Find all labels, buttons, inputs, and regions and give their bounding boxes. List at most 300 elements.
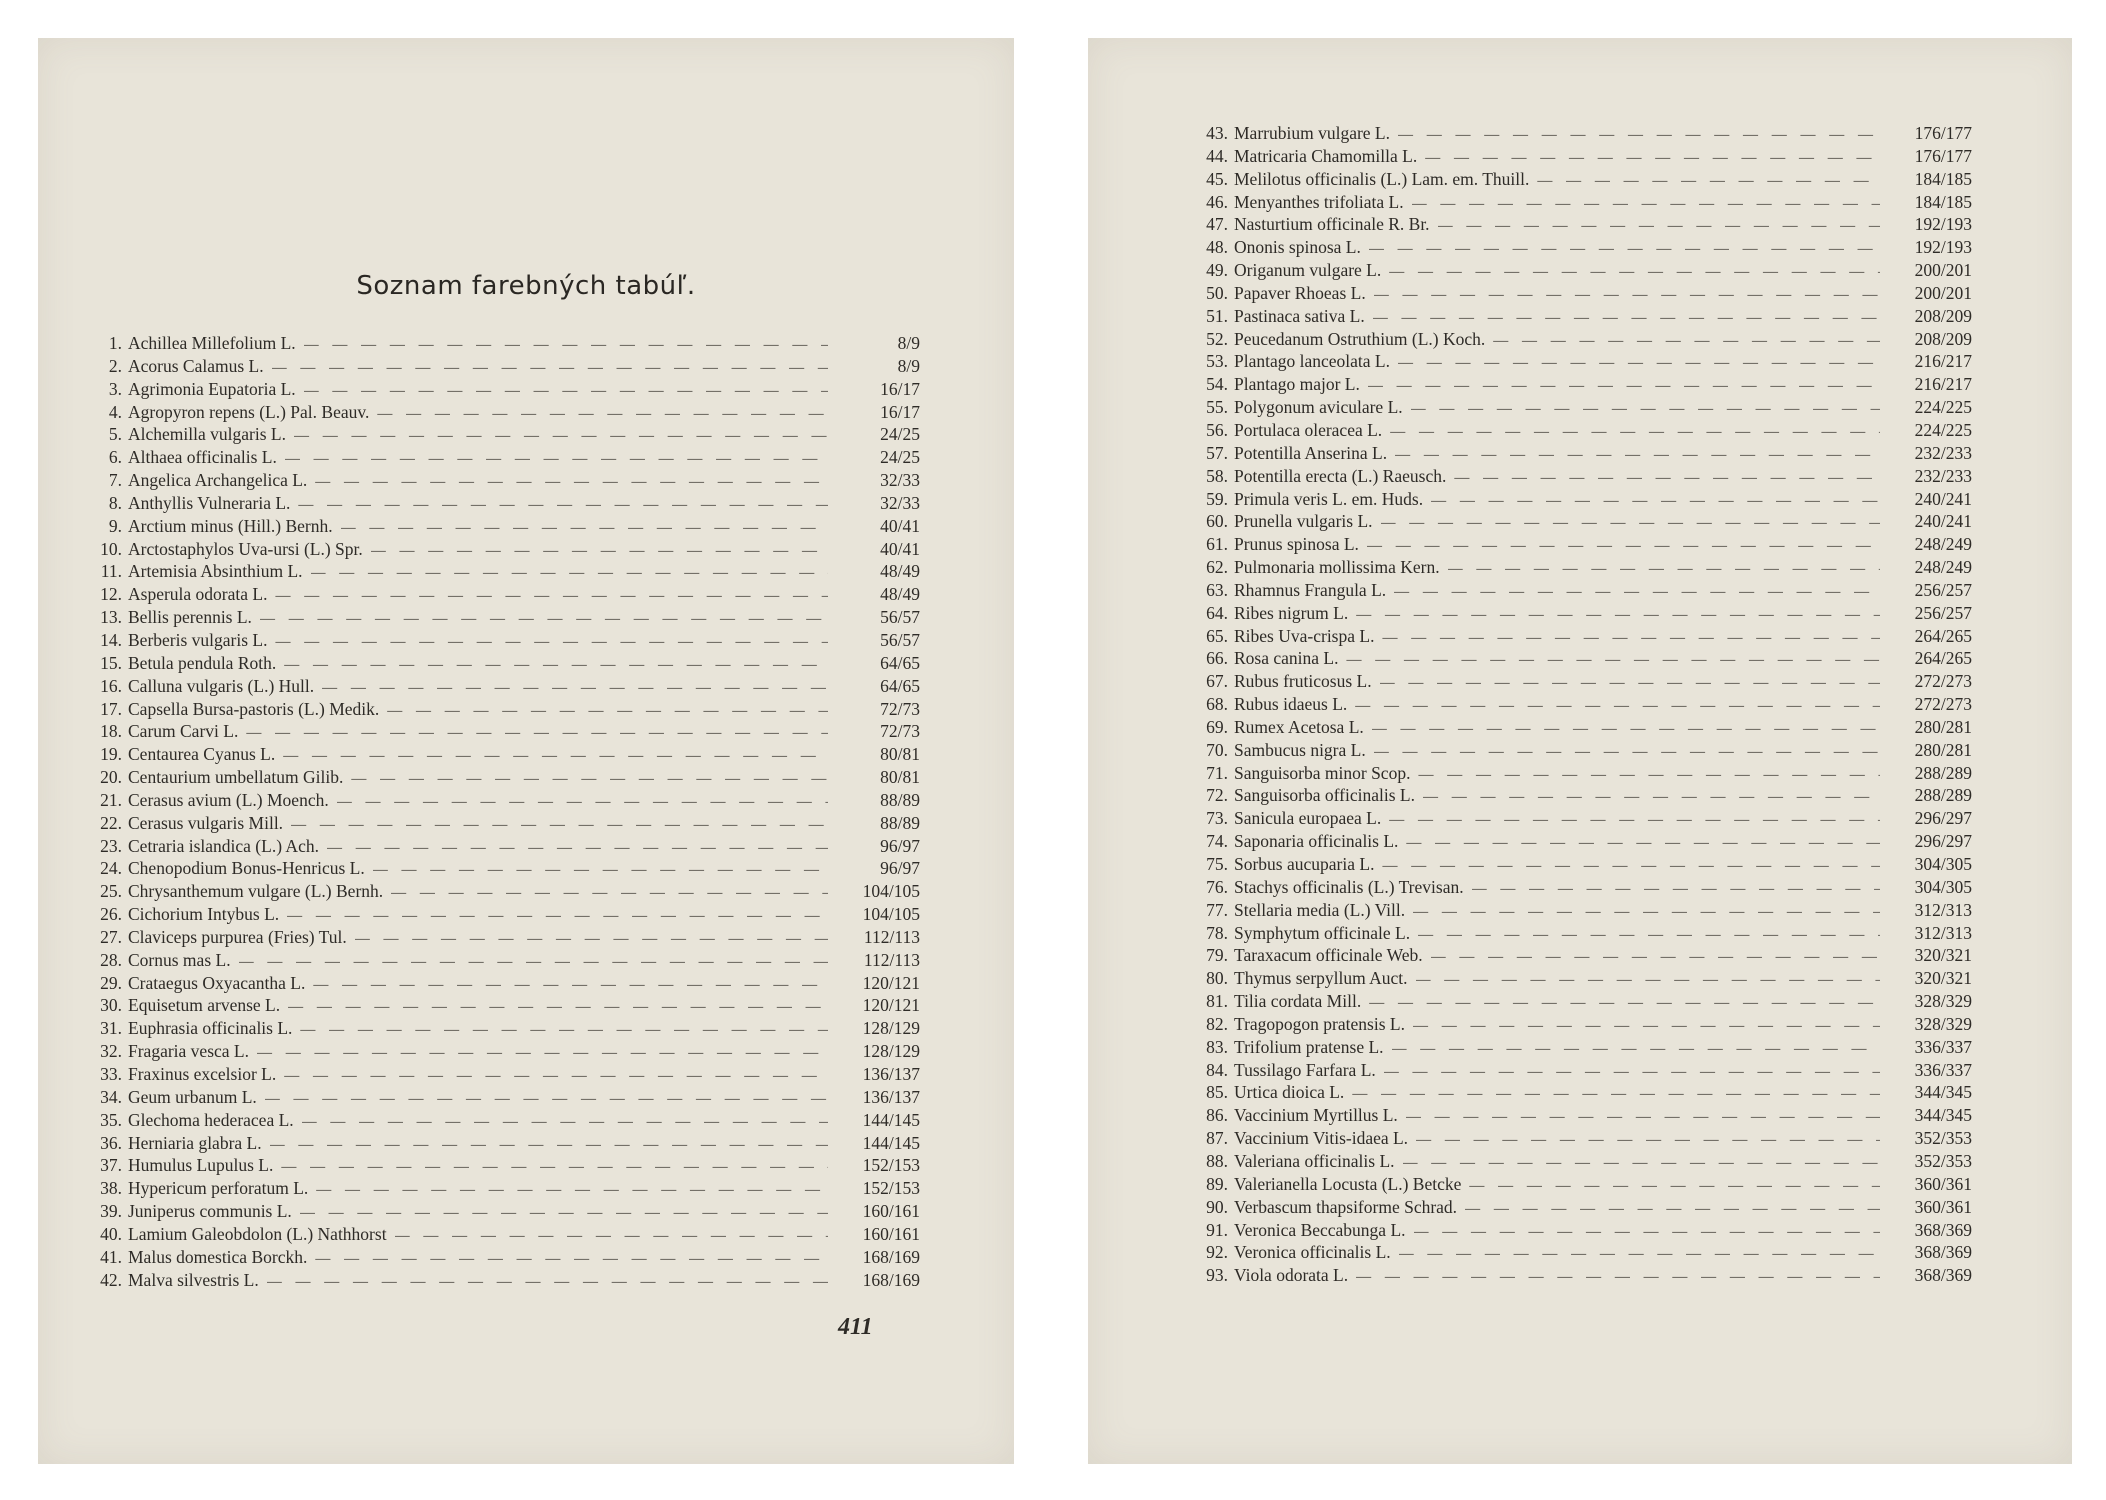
entry-plate-pages: 208/209 bbox=[1914, 305, 1972, 326]
dash-leader bbox=[298, 494, 828, 517]
entry-number: 57. bbox=[1206, 442, 1228, 463]
dash-leader bbox=[1414, 1221, 1880, 1244]
entry-plant-name: Rubus fruticosus L. bbox=[1234, 671, 1372, 692]
entry-number: 2. bbox=[108, 355, 122, 376]
list-item bbox=[78, 1154, 920, 1177]
entry-plate-pages: 296/297 bbox=[1914, 831, 1972, 852]
entry-plate-pages: 168/169 bbox=[862, 1269, 920, 1290]
entry-plate-pages: 320/321 bbox=[1914, 968, 1972, 989]
entry-plant-name: Agropyron repens (L.) Pal. Beauv. bbox=[128, 401, 370, 422]
dash-leader bbox=[1380, 672, 1880, 695]
entry-plate-pages: 120/121 bbox=[862, 972, 920, 993]
dash-leader bbox=[1438, 215, 1880, 238]
list-item bbox=[78, 401, 920, 424]
list-item bbox=[1184, 716, 1972, 739]
list-item bbox=[78, 1086, 920, 1109]
list-item bbox=[1184, 807, 1972, 830]
dash-leader bbox=[316, 1179, 828, 1202]
entry-number: 91. bbox=[1206, 1219, 1228, 1240]
entry-plant-name: Cichorium Intybus L. bbox=[128, 904, 280, 925]
dash-leader bbox=[300, 1202, 828, 1225]
entry-number: 55. bbox=[1206, 397, 1228, 418]
dash-leader bbox=[391, 882, 828, 905]
list-item bbox=[78, 789, 920, 812]
entry-number: 31. bbox=[100, 1018, 122, 1039]
list-item bbox=[1184, 168, 1972, 191]
dash-leader bbox=[1356, 1266, 1880, 1289]
list-item bbox=[1184, 922, 1972, 945]
entry-plant-name: Portulaca oleracea L. bbox=[1234, 419, 1383, 440]
dash-leader bbox=[341, 517, 828, 540]
dash-leader bbox=[1418, 924, 1880, 947]
list-item bbox=[78, 812, 920, 835]
list-item bbox=[78, 355, 920, 378]
entry-plant-name: Prunella vulgaris L. bbox=[1234, 511, 1373, 532]
left-page bbox=[38, 38, 1014, 1464]
entry-plate-pages: 56/57 bbox=[880, 629, 920, 650]
dash-leader bbox=[1431, 490, 1880, 513]
entry-plate-pages: 24/25 bbox=[880, 424, 920, 445]
entry-plant-name: Stellaria media (L.) Vill. bbox=[1234, 899, 1406, 920]
entry-number: 68. bbox=[1206, 694, 1228, 715]
dash-leader bbox=[239, 951, 828, 974]
dash-leader bbox=[1537, 170, 1880, 193]
dash-leader bbox=[1423, 786, 1880, 809]
dash-leader bbox=[377, 403, 828, 426]
entry-plate-pages: 120/121 bbox=[862, 995, 920, 1016]
entry-plate-pages: 168/169 bbox=[862, 1246, 920, 1267]
entry-plate-pages: 328/329 bbox=[1914, 1013, 1972, 1034]
entry-plate-pages: 312/313 bbox=[1914, 922, 1972, 943]
dash-leader bbox=[1472, 878, 1880, 901]
entry-plant-name: Pastinaca sativa L. bbox=[1234, 305, 1365, 326]
entry-plant-name: Plantago lanceolata L. bbox=[1234, 351, 1390, 372]
entry-plant-name: Angelica Archangelica L. bbox=[128, 470, 308, 491]
dash-leader bbox=[1369, 992, 1880, 1015]
entry-plate-pages: 224/225 bbox=[1914, 397, 1972, 418]
list-item bbox=[1184, 419, 1972, 442]
dash-leader bbox=[1469, 1175, 1880, 1198]
entry-plant-name: Stachys officinalis (L.) Trevisan. bbox=[1234, 876, 1464, 897]
entry-plant-name: Tilia cordata Mill. bbox=[1234, 991, 1362, 1012]
entry-number: 15. bbox=[100, 652, 122, 673]
entry-plant-name: Fragaria vesca L. bbox=[128, 1041, 249, 1062]
entry-number: 32. bbox=[100, 1041, 122, 1062]
entry-number: 77. bbox=[1206, 899, 1228, 920]
entry-plant-name: Rubus idaeus L. bbox=[1234, 694, 1348, 715]
dash-leader bbox=[1381, 512, 1880, 535]
list-item bbox=[1184, 1219, 1972, 1242]
list-item bbox=[78, 469, 920, 492]
entry-plate-pages: 8/9 bbox=[897, 355, 920, 376]
entry-plant-name: Symphytum officinale L. bbox=[1234, 922, 1411, 943]
entry-plate-pages: 80/81 bbox=[880, 744, 920, 765]
list-item bbox=[78, 583, 920, 606]
list-item bbox=[78, 1246, 920, 1269]
entry-plant-name: Melilotus officinalis (L.) Lam. em. Thuill. bbox=[1234, 168, 1530, 189]
list-item bbox=[1184, 784, 1972, 807]
entry-plate-pages: 248/249 bbox=[1914, 557, 1972, 578]
list-item bbox=[78, 332, 920, 355]
list-item bbox=[1184, 259, 1972, 282]
entry-plant-name: Matricaria Chamomilla L. bbox=[1234, 145, 1418, 166]
entry-plate-pages: 208/209 bbox=[1914, 328, 1972, 349]
dash-leader bbox=[1413, 1015, 1880, 1038]
entry-plant-name: Centaurium umbellatum Gilib. bbox=[128, 767, 344, 788]
entry-plant-name: Cornus mas L. bbox=[128, 949, 231, 970]
entry-plant-name: Crataegus Oxyacantha L. bbox=[128, 972, 306, 993]
entry-plant-name: Veronica Beccabunga L. bbox=[1234, 1219, 1406, 1240]
entry-plant-name: Arctium minus (Hill.) Bernh. bbox=[128, 515, 333, 536]
entry-plant-name: Agrimonia Eupatoria L. bbox=[128, 378, 296, 399]
entry-plant-name: Pulmonaria mollissima Kern. bbox=[1234, 557, 1440, 578]
dash-leader bbox=[315, 1248, 828, 1271]
entry-plant-name: Chenopodium Bonus-Henricus L. bbox=[128, 858, 365, 879]
entry-number: 84. bbox=[1206, 1059, 1228, 1080]
entry-plant-name: Prunus spinosa L. bbox=[1234, 534, 1359, 555]
entry-plant-name: Berberis vulgaris L. bbox=[128, 629, 268, 650]
entry-number: 62. bbox=[1206, 557, 1228, 578]
dash-leader bbox=[287, 905, 828, 928]
dash-leader bbox=[281, 1156, 828, 1179]
entry-plant-name: Hypericum perforatum L. bbox=[128, 1178, 309, 1199]
entry-plate-pages: 64/65 bbox=[880, 652, 920, 673]
list-item bbox=[78, 720, 920, 743]
entry-plate-pages: 48/49 bbox=[880, 584, 920, 605]
list-item bbox=[78, 1132, 920, 1155]
entry-plant-name: Thymus serpyllum Auct. bbox=[1234, 968, 1408, 989]
entry-plant-name: Sambucus nigra L. bbox=[1234, 739, 1366, 760]
entry-plant-name: Carum Carvi L. bbox=[128, 721, 239, 742]
entry-number: 4. bbox=[108, 401, 122, 422]
entry-plant-name: Viola odorata L. bbox=[1234, 1265, 1349, 1286]
entry-number: 12. bbox=[100, 584, 122, 605]
entry-plant-name: Ribes nigrum L. bbox=[1234, 602, 1349, 623]
entry-plate-pages: 64/65 bbox=[880, 675, 920, 696]
entry-number: 28. bbox=[100, 949, 122, 970]
dash-leader bbox=[1411, 398, 1880, 421]
dash-leader bbox=[1352, 1083, 1880, 1106]
entry-plant-name: Capsella Bursa-pastoris (L.) Medik. bbox=[128, 698, 380, 719]
dash-leader bbox=[311, 562, 828, 585]
entry-number: 54. bbox=[1206, 374, 1228, 395]
entry-plate-pages: 336/337 bbox=[1914, 1036, 1972, 1057]
entry-plate-pages: 144/145 bbox=[862, 1109, 920, 1130]
dash-leader bbox=[1389, 261, 1880, 284]
entry-plate-pages: 368/369 bbox=[1914, 1265, 1972, 1286]
list-item bbox=[1184, 625, 1972, 648]
list-item bbox=[1184, 876, 1972, 899]
list-item bbox=[78, 538, 920, 561]
dash-leader bbox=[270, 1134, 828, 1157]
entry-plate-pages: 264/265 bbox=[1914, 648, 1972, 669]
entry-plate-pages: 352/353 bbox=[1914, 1128, 1972, 1149]
dash-leader bbox=[1399, 1243, 1880, 1266]
entry-plate-pages: 160/161 bbox=[862, 1201, 920, 1222]
dash-leader bbox=[304, 334, 828, 357]
entry-plant-name: Papaver Rhoeas L. bbox=[1234, 282, 1366, 303]
dash-leader bbox=[1394, 581, 1880, 604]
entry-plate-pages: 176/177 bbox=[1914, 123, 1972, 143]
dash-leader bbox=[327, 837, 828, 860]
entry-plant-name: Primula veris L. em. Huds. bbox=[1234, 488, 1424, 509]
list-item bbox=[1184, 442, 1972, 465]
entry-number: 75. bbox=[1206, 854, 1228, 874]
entry-number: 49. bbox=[1206, 260, 1228, 281]
entry-number: 38. bbox=[100, 1178, 122, 1199]
list-item bbox=[1184, 328, 1972, 351]
entry-plate-pages: 328/329 bbox=[1914, 991, 1972, 1012]
entry-plate-pages: 184/185 bbox=[1914, 168, 1972, 189]
list-item bbox=[1184, 122, 1972, 145]
entry-number: 8. bbox=[108, 492, 122, 513]
entry-plate-pages: 128/129 bbox=[862, 1041, 920, 1062]
dash-leader bbox=[246, 722, 828, 745]
dash-leader bbox=[1389, 809, 1880, 832]
dash-leader bbox=[267, 1271, 828, 1294]
entry-number: 42. bbox=[100, 1269, 122, 1290]
entry-number: 89. bbox=[1206, 1173, 1228, 1194]
dash-leader bbox=[1406, 832, 1880, 855]
entry-plant-name: Vaccinium Myrtillus L. bbox=[1234, 1105, 1398, 1126]
entry-number: 50. bbox=[1206, 282, 1228, 303]
list-item bbox=[1184, 1150, 1972, 1173]
list-item bbox=[78, 857, 920, 880]
list-item bbox=[78, 1177, 920, 1200]
entry-number: 70. bbox=[1206, 739, 1228, 760]
dash-leader bbox=[291, 814, 828, 837]
entry-number: 43. bbox=[1206, 123, 1228, 143]
entry-number: 76. bbox=[1206, 876, 1228, 897]
entry-plate-pages: 192/193 bbox=[1914, 237, 1972, 258]
dash-leader bbox=[1448, 558, 1880, 581]
entry-plate-pages: 280/281 bbox=[1914, 716, 1972, 737]
entry-plant-name: Althaea officinalis L. bbox=[128, 447, 277, 468]
entry-number: 71. bbox=[1206, 762, 1228, 783]
entry-number: 53. bbox=[1206, 351, 1228, 372]
entry-plant-name: Valeriana officinalis L. bbox=[1234, 1150, 1395, 1171]
entry-number: 33. bbox=[100, 1064, 122, 1084]
list-item bbox=[78, 423, 920, 446]
dash-leader bbox=[322, 677, 828, 700]
list-item bbox=[1184, 1127, 1972, 1150]
entry-plant-name: Sorbus aucuparia L. bbox=[1234, 854, 1375, 874]
entry-number: 64. bbox=[1206, 602, 1228, 623]
entry-plant-name: Sanguisorba minor Scop. bbox=[1234, 762, 1411, 783]
list-item bbox=[1184, 282, 1972, 305]
entry-plate-pages: 136/137 bbox=[862, 1086, 920, 1107]
entry-plant-name: Cetraria islandica (L.) Ach. bbox=[128, 835, 319, 856]
dash-leader bbox=[272, 357, 828, 380]
entry-plate-pages: 240/241 bbox=[1914, 488, 1972, 509]
entry-plate-pages: 216/217 bbox=[1914, 351, 1972, 372]
list-item bbox=[1184, 1196, 1972, 1219]
list-item bbox=[78, 675, 920, 698]
entry-number: 58. bbox=[1206, 465, 1228, 486]
entry-plant-name: Anthyllis Vulneraria L. bbox=[128, 492, 291, 513]
entry-plate-pages: 296/297 bbox=[1914, 808, 1972, 829]
entry-plate-pages: 104/105 bbox=[862, 904, 920, 925]
entry-number: 59. bbox=[1206, 488, 1228, 509]
list-item bbox=[1184, 944, 1972, 967]
entry-number: 1. bbox=[108, 333, 122, 353]
entry-plate-pages: 96/97 bbox=[880, 835, 920, 856]
list-item bbox=[78, 1200, 920, 1223]
list-item bbox=[78, 1040, 920, 1063]
entry-number: 65. bbox=[1206, 625, 1228, 646]
dash-leader bbox=[1382, 855, 1880, 878]
list-item bbox=[1184, 145, 1972, 168]
entry-number: 90. bbox=[1206, 1196, 1228, 1217]
entry-number: 23. bbox=[100, 835, 122, 856]
dash-leader bbox=[1367, 535, 1880, 558]
entry-plate-pages: 152/153 bbox=[862, 1178, 920, 1199]
list-item bbox=[78, 903, 920, 926]
list-item bbox=[1184, 1173, 1972, 1196]
entry-plant-name: Verbascum thapsiforme Schrad. bbox=[1234, 1196, 1458, 1217]
entry-plant-name: Menyanthes trifoliata L. bbox=[1234, 191, 1404, 212]
entry-plate-pages: 136/137 bbox=[862, 1064, 920, 1084]
entry-plate-pages: 304/305 bbox=[1914, 876, 1972, 897]
dash-leader bbox=[283, 745, 828, 768]
dash-leader bbox=[294, 425, 828, 448]
entry-plant-name: Calluna vulgaris (L.) Hull. bbox=[128, 675, 315, 696]
entry-number: 21. bbox=[100, 789, 122, 810]
entry-plate-pages: 176/177 bbox=[1914, 145, 1972, 166]
entry-number: 47. bbox=[1206, 214, 1228, 235]
entry-plant-name: Glechoma hederacea L. bbox=[128, 1109, 294, 1130]
entry-plate-pages: 40/41 bbox=[880, 538, 920, 559]
entry-plate-pages: 104/105 bbox=[862, 881, 920, 902]
entry-number: 6. bbox=[108, 447, 122, 468]
dash-leader bbox=[257, 1042, 828, 1065]
entry-plate-pages: 256/257 bbox=[1914, 602, 1972, 623]
entry-number: 60. bbox=[1206, 511, 1228, 532]
entry-plant-name: Equisetum arvense L. bbox=[128, 995, 281, 1016]
list-item bbox=[1184, 350, 1972, 373]
page-number: 411 bbox=[838, 1314, 873, 1340]
list-item bbox=[78, 492, 920, 515]
list-item bbox=[78, 515, 920, 538]
entry-number: 3. bbox=[108, 378, 122, 399]
entry-plate-pages: 216/217 bbox=[1914, 374, 1972, 395]
entry-number: 73. bbox=[1206, 808, 1228, 829]
entry-number: 93. bbox=[1206, 1265, 1228, 1286]
list-item bbox=[1184, 556, 1972, 579]
dash-leader bbox=[1398, 124, 1880, 147]
dash-leader bbox=[313, 974, 828, 997]
page-title: Soznam farebných tabúľ. bbox=[356, 271, 696, 301]
entry-plant-name: Malus domestica Borckh. bbox=[128, 1246, 308, 1267]
list-item bbox=[1184, 1013, 1972, 1036]
list-item bbox=[78, 994, 920, 1017]
dash-leader bbox=[395, 1225, 828, 1248]
entry-number: 51. bbox=[1206, 305, 1228, 326]
entry-number: 20. bbox=[100, 767, 122, 788]
entry-plate-pages: 96/97 bbox=[880, 858, 920, 879]
entry-number: 45. bbox=[1206, 168, 1228, 189]
dash-leader bbox=[387, 700, 828, 723]
entry-plant-name: Tussilago Farfara L. bbox=[1234, 1059, 1376, 1080]
entry-plate-pages: 184/185 bbox=[1914, 191, 1972, 212]
list-item bbox=[1184, 191, 1972, 214]
plate-list-right bbox=[1184, 122, 1972, 1287]
list-item bbox=[78, 926, 920, 949]
entry-plate-pages: 288/289 bbox=[1914, 785, 1972, 806]
list-item bbox=[78, 1109, 920, 1132]
entry-plant-name: Ononis spinosa L. bbox=[1234, 237, 1361, 258]
entry-plant-name: Nasturtium officinale R. Br. bbox=[1234, 214, 1430, 235]
list-item bbox=[1184, 1036, 1972, 1059]
entry-plate-pages: 112/113 bbox=[863, 949, 920, 970]
entry-plate-pages: 200/201 bbox=[1914, 260, 1972, 281]
dash-leader bbox=[1412, 193, 1880, 216]
dash-leader bbox=[1413, 901, 1880, 924]
list-item bbox=[78, 378, 920, 401]
entry-plate-pages: 344/345 bbox=[1914, 1082, 1972, 1103]
entry-plant-name: Acorus Calamus L. bbox=[128, 355, 264, 376]
entry-plate-pages: 32/33 bbox=[880, 492, 920, 513]
entry-number: 25. bbox=[100, 881, 122, 902]
entry-number: 18. bbox=[100, 721, 122, 742]
entry-plant-name: Saponaria officinalis L. bbox=[1234, 831, 1399, 852]
entry-plate-pages: 288/289 bbox=[1914, 762, 1972, 783]
list-item bbox=[78, 1063, 920, 1086]
entry-plate-pages: 144/145 bbox=[862, 1132, 920, 1153]
list-item bbox=[1184, 1081, 1972, 1104]
list-item bbox=[78, 880, 920, 903]
entry-plate-pages: 8/9 bbox=[897, 333, 920, 353]
entry-plate-pages: 368/369 bbox=[1914, 1242, 1972, 1263]
list-item bbox=[78, 1269, 920, 1292]
entry-plate-pages: 16/17 bbox=[880, 378, 920, 399]
entry-plate-pages: 360/361 bbox=[1914, 1196, 1972, 1217]
list-item bbox=[1184, 739, 1972, 762]
list-item bbox=[78, 652, 920, 675]
dash-leader bbox=[275, 585, 828, 608]
entry-number: 82. bbox=[1206, 1013, 1228, 1034]
dash-leader bbox=[288, 996, 828, 1019]
entry-plate-pages: 192/193 bbox=[1914, 214, 1972, 235]
entry-number: 46. bbox=[1206, 191, 1228, 212]
entry-plant-name: Humulus Lupulus L. bbox=[128, 1155, 274, 1176]
dash-leader bbox=[1465, 1198, 1880, 1221]
entry-plant-name: Malva silvestris L. bbox=[128, 1269, 259, 1290]
entry-plant-name: Fraxinus excelsior L. bbox=[128, 1064, 277, 1084]
dash-leader bbox=[1418, 764, 1880, 787]
entry-plant-name: Trifolium pratense L. bbox=[1234, 1036, 1384, 1057]
entry-number: 56. bbox=[1206, 419, 1228, 440]
entry-plant-name: Rumex Acetosa L. bbox=[1234, 716, 1364, 737]
dash-leader bbox=[300, 1019, 828, 1042]
dash-leader bbox=[265, 1088, 828, 1111]
entry-plate-pages: 24/25 bbox=[880, 447, 920, 468]
entry-number: 7. bbox=[108, 470, 122, 491]
entry-plate-pages: 32/33 bbox=[880, 470, 920, 491]
dash-leader bbox=[1369, 238, 1880, 261]
entry-number: 13. bbox=[100, 607, 122, 628]
list-item bbox=[1184, 762, 1972, 785]
entry-plant-name: Rhamnus Frangula L. bbox=[1234, 579, 1387, 600]
entry-number: 85. bbox=[1206, 1082, 1228, 1103]
entry-number: 29. bbox=[100, 972, 122, 993]
entry-number: 36. bbox=[100, 1132, 122, 1153]
entry-plant-name: Tragopogon pratensis L. bbox=[1234, 1013, 1405, 1034]
entry-number: 9. bbox=[108, 515, 122, 536]
entry-plant-name: Claviceps purpurea (Fries) Tul. bbox=[128, 926, 347, 947]
entry-plate-pages: 88/89 bbox=[880, 812, 920, 833]
entry-plant-name: Artemisia Absinthium L. bbox=[128, 561, 303, 582]
